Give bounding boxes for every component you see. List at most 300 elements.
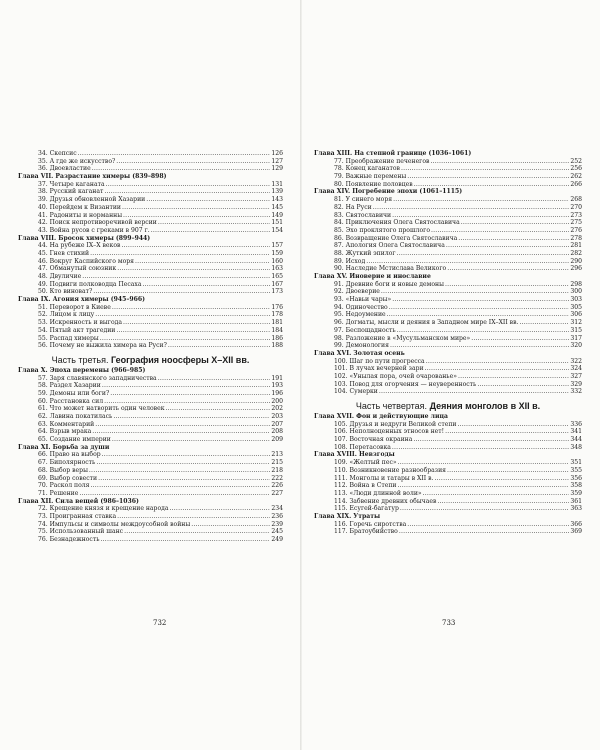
entry-page-number: 361 bbox=[570, 497, 582, 505]
toc-entry bbox=[314, 528, 582, 536]
toc-entry bbox=[18, 327, 283, 335]
entry-title: 67. Биполярность bbox=[38, 459, 96, 467]
entry-page-number: 305 bbox=[570, 303, 582, 311]
dot-leader bbox=[398, 459, 570, 467]
entry-title: 83. Святославичи bbox=[334, 211, 392, 219]
dot-leader bbox=[426, 358, 570, 366]
entry-title: 114. Забвение древних обычаев bbox=[334, 497, 437, 505]
entry-page-number: 131 bbox=[271, 180, 283, 188]
toc-entry bbox=[18, 265, 283, 273]
toc-entry bbox=[314, 181, 582, 189]
dot-leader bbox=[397, 327, 570, 335]
dot-leader bbox=[104, 188, 270, 196]
toc-entry bbox=[314, 505, 582, 513]
entry-page-number: 139 bbox=[271, 188, 283, 196]
entry-title: 111. Монголы и татары в XII в. bbox=[334, 474, 434, 482]
entry-page-number: 186 bbox=[271, 334, 283, 342]
entry-page-number: 329 bbox=[570, 380, 582, 388]
entry-title: 62. Лавина покатилась bbox=[38, 413, 113, 420]
toc-entry bbox=[314, 381, 582, 389]
entry-page-number: 176 bbox=[271, 303, 283, 311]
chapter-heading bbox=[18, 498, 283, 506]
toc-entry bbox=[18, 536, 283, 544]
entry-title: 92. Двоеверие bbox=[334, 288, 380, 296]
entry-page-number: 127 bbox=[271, 157, 283, 165]
toc-entry bbox=[314, 498, 582, 506]
entry-page-number: 149 bbox=[271, 211, 283, 219]
dot-leader bbox=[458, 235, 569, 243]
entry-title: 72. Крещение князя и крещение народа bbox=[38, 505, 169, 513]
entry-page-number: 268 bbox=[570, 196, 582, 204]
toc-entry bbox=[18, 382, 283, 390]
dot-leader bbox=[435, 475, 570, 483]
entry-page-number: 322 bbox=[570, 357, 582, 365]
part-label: Часть четвертая. bbox=[355, 401, 428, 411]
entry-title: 36. Двоевластие bbox=[38, 165, 91, 173]
toc-entry bbox=[18, 273, 283, 281]
entry-title: 89. Исход bbox=[334, 257, 366, 265]
dot-leader bbox=[110, 390, 270, 398]
dot-leader bbox=[102, 451, 271, 459]
entry-page-number: 159 bbox=[271, 249, 283, 257]
entry-page-number: 222 bbox=[271, 474, 283, 482]
dot-leader bbox=[461, 219, 570, 227]
toc-entry bbox=[18, 288, 283, 296]
entry-title: 71. Решение bbox=[38, 489, 79, 497]
toc-entry bbox=[18, 258, 283, 266]
entry-title: 116. Горечь сиротства bbox=[334, 520, 407, 528]
dot-leader bbox=[78, 150, 271, 158]
part-title: Деяния монголов в XII в. bbox=[429, 401, 541, 411]
entry-title: 99. Демонология bbox=[334, 342, 389, 350]
entry-title: 65. Создание империи bbox=[38, 436, 111, 444]
dot-leader bbox=[166, 405, 271, 413]
entry-title: 115. Есугей-багатур bbox=[334, 505, 399, 513]
dot-leader bbox=[446, 242, 570, 250]
entry-page-number: 262 bbox=[570, 173, 582, 181]
chapter-heading bbox=[314, 513, 582, 521]
toc-entry bbox=[314, 475, 582, 483]
toc-entry bbox=[314, 242, 582, 250]
left-page-number: 732 bbox=[153, 619, 167, 627]
entry-page-number: 281 bbox=[570, 242, 582, 250]
dot-leader bbox=[519, 319, 569, 327]
dot-leader bbox=[477, 381, 569, 389]
entry-page-number: 227 bbox=[271, 489, 283, 497]
entry-title: 88. Жуткий эпилог bbox=[334, 249, 396, 257]
entry-title: 53. Искренность и выгода bbox=[38, 319, 123, 327]
toc-entry bbox=[314, 444, 582, 452]
entry-title: 79. Важные перемены bbox=[334, 173, 407, 181]
entry-title: 60. Расстановка сил bbox=[38, 397, 104, 405]
dot-leader bbox=[93, 288, 270, 296]
entry-page-number: 145 bbox=[271, 203, 283, 211]
chapter-title: Глава XVI. Золотая осень bbox=[314, 349, 405, 357]
chapter-title: Глава X. Эпоха перемены (966–985) bbox=[18, 366, 146, 374]
toc-entry bbox=[314, 436, 582, 444]
dot-leader bbox=[393, 196, 569, 204]
toc-entry bbox=[18, 212, 283, 220]
dot-leader bbox=[100, 335, 271, 343]
entry-title: 37. Четыре каганата bbox=[38, 180, 105, 188]
chapter-heading bbox=[314, 413, 582, 421]
entry-page-number: 273 bbox=[570, 211, 582, 219]
dot-leader bbox=[123, 212, 270, 220]
chapter-title: Глава XVII. Фон и действующие лица bbox=[314, 413, 448, 420]
toc-entry bbox=[18, 482, 283, 490]
dot-leader bbox=[124, 528, 270, 536]
entry-title: 84. Приключения Олега Святославича bbox=[334, 219, 460, 227]
entry-page-number: 234 bbox=[271, 505, 283, 513]
toc-entry bbox=[314, 459, 582, 467]
dot-leader bbox=[414, 181, 570, 189]
toc-entry bbox=[18, 405, 283, 413]
dot-leader bbox=[389, 304, 570, 312]
dot-leader bbox=[397, 250, 570, 258]
entry-title: 56. Почему не выжила химера на Руси? bbox=[38, 342, 167, 350]
toc-entry bbox=[18, 521, 283, 529]
chapter-title: Глава XIX. Утраты bbox=[314, 512, 381, 520]
entry-page-number: 239 bbox=[271, 520, 283, 528]
toc-entry bbox=[314, 335, 582, 343]
chapter-heading bbox=[314, 273, 582, 281]
toc-entry bbox=[18, 505, 283, 513]
dot-leader bbox=[90, 250, 270, 258]
toc-entry bbox=[18, 158, 283, 166]
entry-title: 42. Поиск непротиворечивой версии bbox=[38, 219, 157, 227]
toc-entry bbox=[18, 150, 283, 158]
toc-entry bbox=[314, 227, 582, 235]
entry-page-number: 167 bbox=[271, 280, 283, 288]
entry-title: 55. Распад химеры bbox=[38, 334, 99, 342]
toc-entry bbox=[18, 428, 283, 436]
chapter-heading bbox=[18, 367, 283, 375]
entry-title: 47. Обманутый союзник bbox=[38, 265, 117, 273]
entry-page-number: 270 bbox=[570, 203, 582, 211]
entry-title: 76. Безнадежность bbox=[38, 536, 100, 543]
entry-title: 38. Русский каганат bbox=[38, 188, 104, 196]
entry-title: 39. Друзья обновленной Хазарии bbox=[38, 196, 146, 204]
entry-title: 44. На рубеже IX–X веков bbox=[38, 242, 121, 250]
entry-title: 64. Взрыв мрака bbox=[38, 428, 92, 436]
entry-title: 90. Наследие Мстислава Великого bbox=[334, 265, 447, 273]
entry-page-number: 290 bbox=[570, 257, 582, 265]
toc-entry bbox=[314, 265, 582, 273]
toc-entry bbox=[18, 421, 283, 429]
entry-page-number: 282 bbox=[570, 249, 582, 257]
entry-page-number: 312 bbox=[570, 319, 582, 327]
toc-entry bbox=[18, 250, 283, 258]
entry-page-number: 332 bbox=[570, 388, 582, 396]
toc-entry bbox=[18, 311, 283, 319]
entry-title: 108. Перетасовка bbox=[334, 443, 391, 451]
entry-title: 78. Конец каганатов bbox=[334, 165, 400, 173]
dot-leader bbox=[399, 528, 570, 536]
dot-leader bbox=[121, 242, 270, 250]
chapter-heading bbox=[18, 296, 283, 304]
dot-leader bbox=[170, 505, 271, 513]
entry-page-number: 252 bbox=[570, 157, 582, 165]
chapter-title: Глава XV. Иноверие и инославие bbox=[314, 273, 431, 280]
toc-entry bbox=[18, 196, 283, 204]
dot-leader bbox=[366, 258, 569, 266]
toc-entry bbox=[18, 467, 283, 475]
toc-entry bbox=[314, 311, 582, 319]
entry-page-number: 266 bbox=[570, 180, 582, 188]
dot-leader bbox=[430, 158, 569, 166]
dot-leader bbox=[113, 413, 270, 421]
entry-page-number: 213 bbox=[271, 451, 283, 459]
dot-leader bbox=[92, 428, 270, 436]
toc-entry bbox=[18, 459, 283, 467]
toc-entry bbox=[314, 250, 582, 258]
toc-entry bbox=[18, 398, 283, 406]
toc-entry bbox=[314, 373, 582, 381]
dot-leader bbox=[447, 467, 569, 475]
toc-entry bbox=[18, 204, 283, 212]
toc-entry bbox=[314, 421, 582, 429]
entry-title: 69. Выбор совести bbox=[38, 474, 98, 482]
dot-leader bbox=[458, 373, 569, 381]
dot-leader bbox=[381, 288, 569, 296]
entry-title: 109. «Желтый пес» bbox=[334, 459, 397, 467]
dot-leader bbox=[445, 281, 569, 289]
part-heading bbox=[18, 353, 283, 367]
entry-page-number: 226 bbox=[271, 482, 283, 490]
toc-entry bbox=[314, 428, 582, 436]
dot-leader bbox=[95, 421, 270, 429]
dot-leader bbox=[397, 482, 569, 490]
entry-title: 57. Заря славянского западничества bbox=[38, 374, 157, 382]
toc-entry bbox=[314, 388, 582, 396]
entry-page-number: 126 bbox=[271, 150, 283, 157]
toc-entry bbox=[314, 258, 582, 266]
entry-page-number: 369 bbox=[570, 528, 582, 536]
entry-page-number: 203 bbox=[271, 413, 283, 420]
toc-entry bbox=[314, 342, 582, 350]
entry-page-number: 163 bbox=[271, 265, 283, 273]
entry-title: 70. Раскол поля bbox=[38, 482, 90, 490]
entry-page-number: 300 bbox=[570, 288, 582, 296]
dot-leader bbox=[116, 158, 270, 166]
entry-page-number: 275 bbox=[570, 219, 582, 227]
toc-entry bbox=[314, 204, 582, 212]
entry-page-number: 324 bbox=[570, 365, 582, 373]
entry-title: 49. Подвиги полководца Песаха bbox=[38, 280, 142, 288]
entry-page-number: 359 bbox=[570, 489, 582, 497]
dot-leader bbox=[91, 482, 271, 490]
toc-entry bbox=[18, 390, 283, 398]
entry-page-number: 336 bbox=[570, 420, 582, 428]
toc-entry bbox=[314, 158, 582, 166]
chapter-heading bbox=[18, 173, 283, 181]
dot-leader bbox=[123, 319, 270, 327]
entry-title: 87. Апология Олега Святославича bbox=[334, 242, 445, 250]
chapter-heading bbox=[314, 350, 582, 358]
dot-leader bbox=[401, 165, 569, 173]
dot-leader bbox=[387, 311, 570, 319]
chapter-title: Глава XVIII. Невзгоды bbox=[314, 451, 395, 459]
toc-entry bbox=[18, 475, 283, 483]
toc-entry bbox=[314, 358, 582, 366]
entry-page-number: 341 bbox=[570, 428, 582, 436]
chapter-heading bbox=[314, 451, 582, 459]
entry-page-number: 154 bbox=[271, 226, 283, 234]
dot-leader bbox=[168, 342, 270, 350]
entry-page-number: 245 bbox=[271, 528, 283, 536]
dot-leader bbox=[117, 265, 270, 273]
chapter-heading bbox=[314, 150, 582, 158]
entry-title: 74. Импульсы и символы междоусобной войны bbox=[38, 520, 191, 528]
toc-entry bbox=[314, 281, 582, 289]
entry-page-number: 363 bbox=[570, 505, 582, 513]
entry-page-number: 249 bbox=[271, 536, 283, 543]
toc-entry bbox=[314, 467, 582, 475]
entry-page-number: 236 bbox=[271, 512, 283, 520]
entry-page-number: 188 bbox=[271, 342, 283, 350]
entry-page-number: 351 bbox=[570, 459, 582, 467]
chapter-heading bbox=[18, 444, 283, 452]
entry-title: 112. Война в Степи bbox=[334, 482, 397, 490]
dot-leader bbox=[447, 265, 569, 273]
toc-entry bbox=[314, 490, 582, 498]
toc-entry bbox=[314, 365, 582, 373]
entry-page-number: 320 bbox=[570, 342, 582, 350]
dot-leader bbox=[158, 219, 271, 227]
dot-leader bbox=[116, 327, 270, 335]
toc-entry bbox=[18, 188, 283, 196]
toc-entry bbox=[18, 375, 283, 383]
toc-entry bbox=[18, 413, 283, 421]
dot-leader bbox=[112, 436, 271, 444]
entry-page-number: 207 bbox=[271, 420, 283, 428]
entry-title: 73. Проигранная ставка bbox=[38, 512, 117, 520]
dot-leader bbox=[98, 475, 270, 483]
dot-leader bbox=[102, 382, 271, 390]
dot-leader bbox=[413, 436, 569, 444]
toc-entry bbox=[18, 342, 283, 350]
chapter-title: Глава XI. Борьба за души bbox=[18, 443, 110, 451]
toc-entry bbox=[18, 181, 283, 189]
toc-entry bbox=[314, 482, 582, 490]
dot-leader bbox=[92, 165, 271, 173]
dot-leader bbox=[445, 428, 569, 436]
toc-entry bbox=[314, 521, 582, 529]
entry-title: 58. Раздел Хазарии bbox=[38, 382, 101, 390]
chapter-title: Глава IX. Агония химеры (945–966) bbox=[18, 296, 146, 304]
dot-leader bbox=[191, 521, 270, 529]
entry-title: 63. Комментарий bbox=[38, 420, 95, 428]
entry-title: 59. Демоны или боги? bbox=[38, 389, 110, 397]
entry-title: 41. Радониты и норманны bbox=[38, 211, 123, 219]
part-heading bbox=[314, 399, 582, 413]
entry-title: 77. Преображение печенегов bbox=[334, 157, 430, 165]
entry-title: 113. «Люди длинной воли» bbox=[334, 489, 422, 497]
toc-entry bbox=[314, 288, 582, 296]
dot-leader bbox=[457, 421, 569, 429]
entry-page-number: 157 bbox=[271, 242, 283, 250]
dot-leader bbox=[158, 375, 271, 383]
part-label: Часть третья. bbox=[51, 354, 109, 365]
entry-title: 85. Эхо проклятого прошлого bbox=[334, 226, 431, 234]
entry-title: 45. Гнев стихий bbox=[38, 249, 90, 257]
dot-leader bbox=[407, 173, 569, 181]
entry-title: 95. Недоумение bbox=[334, 311, 386, 319]
entry-page-number: 151 bbox=[271, 219, 283, 227]
entry-title: 35. А где же искусство? bbox=[38, 157, 116, 165]
entry-title: 86. Возвращение Олега Святославича bbox=[334, 234, 458, 242]
dot-leader bbox=[112, 304, 271, 312]
dot-leader bbox=[471, 335, 569, 343]
entry-page-number: 366 bbox=[570, 520, 582, 528]
entry-page-number: 196 bbox=[271, 389, 283, 397]
entry-page-number: 218 bbox=[271, 466, 283, 474]
toc-entry bbox=[314, 319, 582, 327]
chapter-title: Глава XII. Сила вещей (986–1036) bbox=[18, 497, 139, 505]
dot-leader bbox=[392, 296, 569, 304]
dot-leader bbox=[79, 490, 270, 498]
entry-title: 68. Выбор веры bbox=[38, 466, 88, 474]
toc-entry bbox=[18, 436, 283, 444]
toc-entry bbox=[18, 227, 283, 235]
toc-entry bbox=[314, 173, 582, 181]
entry-page-number: 348 bbox=[570, 443, 582, 451]
dot-leader bbox=[101, 536, 271, 544]
entry-page-number: 184 bbox=[271, 326, 283, 334]
entry-title: 96. Догматы, мысли и деяния в Западном мире IX–XII вв. bbox=[334, 319, 519, 327]
toc-entry bbox=[18, 219, 283, 227]
right-page-toc bbox=[314, 150, 582, 536]
toc-entry bbox=[314, 296, 582, 304]
entry-page-number: 143 bbox=[271, 196, 283, 204]
entry-title: 94. Одиночество bbox=[334, 303, 388, 311]
entry-page-number: 173 bbox=[271, 288, 283, 296]
entry-title: 46. Вокруг Каспийского моря bbox=[38, 257, 134, 265]
entry-page-number: 296 bbox=[570, 265, 582, 273]
entry-title: 91. Древние боги и новые демоны bbox=[334, 280, 444, 288]
entry-page-number: 191 bbox=[271, 374, 283, 382]
toc-entry bbox=[314, 235, 582, 243]
entry-title: 52. Лицом к лицу bbox=[38, 311, 95, 319]
entry-page-number: 315 bbox=[570, 326, 582, 334]
dot-leader bbox=[96, 459, 270, 467]
entry-page-number: 303 bbox=[570, 296, 582, 304]
entry-page-number: 276 bbox=[570, 226, 582, 234]
entry-page-number: 160 bbox=[271, 257, 283, 265]
chapter-title: Глава XIV. Погребение эпохи (1061–1115) bbox=[314, 188, 463, 196]
entry-title: 48. Двуличие bbox=[38, 273, 82, 280]
entry-page-number: 202 bbox=[271, 405, 283, 413]
entry-page-number: 215 bbox=[271, 459, 283, 467]
entry-page-number: 256 bbox=[570, 165, 582, 173]
entry-page-number: 178 bbox=[271, 311, 283, 319]
toc-entry bbox=[18, 513, 283, 521]
entry-page-number: 317 bbox=[570, 334, 582, 342]
book-gutter bbox=[300, 0, 302, 750]
entry-title: 81. У синего моря bbox=[334, 196, 393, 204]
entry-page-number: 165 bbox=[271, 273, 283, 280]
dot-leader bbox=[146, 196, 270, 204]
entry-title: 54. Пятый акт трагедии bbox=[38, 326, 116, 334]
entry-title: 104. Сумерки bbox=[334, 388, 378, 396]
entry-title: 97. Беспощадность bbox=[334, 326, 396, 334]
dot-leader bbox=[95, 311, 270, 319]
dot-leader bbox=[82, 273, 270, 281]
toc-entry bbox=[18, 451, 283, 459]
entry-page-number: 200 bbox=[271, 397, 283, 405]
dot-leader bbox=[400, 505, 570, 513]
dot-leader bbox=[390, 342, 569, 350]
